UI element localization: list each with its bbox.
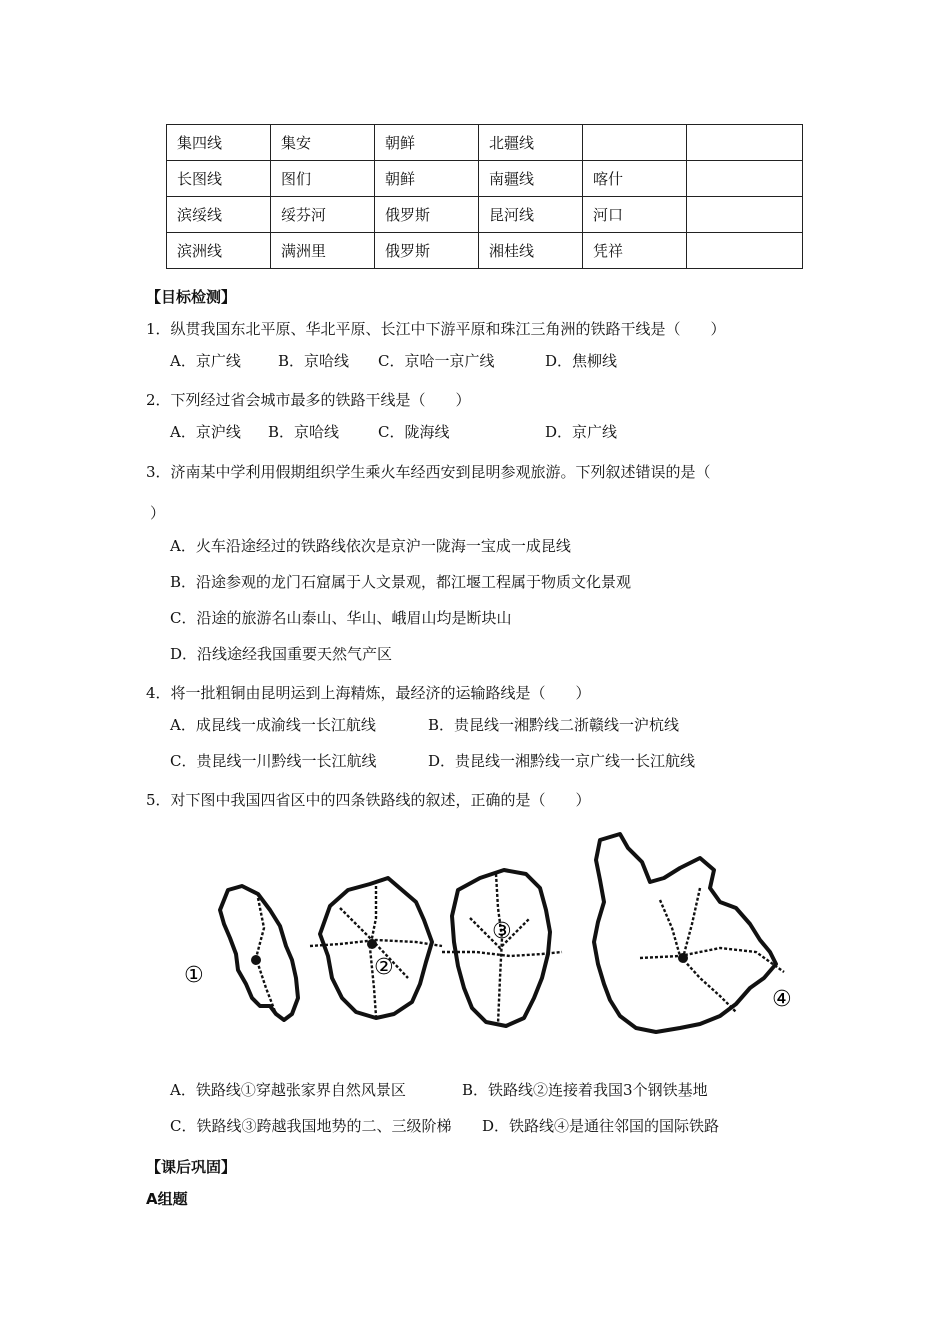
question-5-option-c: C．铁路线③跨越我国地势的二、三级阶梯 [170, 1117, 452, 1135]
table-cell: 滨绥线 [167, 197, 271, 233]
province-4-map [594, 834, 792, 1032]
question-1-option-a: A．京广线 [170, 352, 241, 370]
question-3-option-d: D．沿线途经我国重要天然气产区 [170, 645, 393, 663]
question-4-option-a: A．成昆线一成渝线一长江航线 [170, 716, 376, 734]
table-cell [583, 125, 687, 161]
question-3-option-a: A．火车沿途经过的铁路线依次是京沪一陇海一宝成一成昆线 [170, 537, 571, 555]
table-cell: 河口 [583, 197, 687, 233]
table-cell: 俄罗斯 [375, 197, 479, 233]
question-4-option-b: B．贵昆线一湘黔线二浙赣线一沪杭线 [428, 716, 680, 734]
province-1-map [184, 886, 298, 1020]
question-3-stem: 3．济南某中学利用假期组织学生乘火车经西安到昆明参观旅游。下列叙述错误的是（ [146, 463, 711, 481]
table-cell: 凭祥 [583, 233, 687, 269]
table-cell: 北疆线 [479, 125, 583, 161]
question-5-option-d: D．铁路线④是通往邻国的国际铁路 [482, 1117, 720, 1135]
question-5-option-b: B．铁路线②连接着我国3个钢铁基地 [462, 1081, 708, 1099]
table-cell: 滨洲线 [167, 233, 271, 269]
question-4-stem: 4．将一批粗铜由昆明运到上海精炼，最经济的运输路线是（ ） [146, 684, 591, 702]
table-cell: 集四线 [167, 125, 271, 161]
table-cell: 湘桂线 [479, 233, 583, 269]
table-cell: 朝鲜 [375, 125, 479, 161]
table-cell: 俄罗斯 [375, 233, 479, 269]
railway-table [166, 124, 803, 269]
province-2-map [310, 878, 442, 1018]
section-heading-after-class: 【课后巩固】 [146, 1158, 237, 1176]
province-3-map [442, 870, 562, 1026]
question-4-option-c: C．贵昆线一川黔线一长江航线 [170, 752, 377, 770]
table-cell: 集安 [271, 125, 375, 161]
table-cell [687, 233, 803, 269]
label-2: ② [374, 955, 394, 980]
table-cell: 昆河线 [479, 197, 583, 233]
table-cell: 喀什 [583, 161, 687, 197]
question-2-option-c: C．陇海线 [378, 423, 450, 441]
label-3: ③ [492, 919, 512, 944]
question-3-option-b: B．沿途参观的龙门石窟属于人文景观，都江堰工程属于物质文化景观 [170, 573, 632, 591]
question-2-option-a: A．京沪线 [170, 423, 241, 441]
question-2-stem: 2．下列经过省会城市最多的铁路干线是（ ） [146, 391, 471, 409]
table-cell [687, 197, 803, 233]
table-row [167, 197, 803, 233]
question-5-option-a: A．铁路线①穿越张家界自然风景区 [170, 1081, 406, 1099]
question-5-stem: 5．对下图中我国四省区中的四条铁路线的叙述，正确的是（ ） [146, 791, 591, 809]
section-heading-target: 【目标检测】 [146, 288, 237, 306]
table-cell: 朝鲜 [375, 161, 479, 197]
question-3-option-c: C．沿途的旅游名山泰山、华山、峨眉山均是断块山 [170, 609, 512, 627]
table-cell: 绥芬河 [271, 197, 375, 233]
question-2-option-d: D．京广线 [545, 423, 618, 441]
table-row [167, 233, 803, 269]
table-cell: 南疆线 [479, 161, 583, 197]
question-4-option-d: D．贵昆线一湘黔线一京广线一长江航线 [428, 752, 696, 770]
table-cell [687, 125, 803, 161]
question-3-stem-continued: ） [150, 504, 166, 522]
label-4: ④ [772, 987, 792, 1012]
table-cell: 图们 [271, 161, 375, 197]
question-2-option-b: B．京哈线 [268, 423, 340, 441]
table-row [167, 125, 803, 161]
question-1-option-b: B．京哈线 [278, 352, 350, 370]
group-a-heading: A组题 [146, 1190, 188, 1208]
table-cell: 满洲里 [271, 233, 375, 269]
label-1: ① [184, 963, 204, 988]
question-1-option-c: C．京哈一京广线 [378, 352, 495, 370]
table-cell [687, 161, 803, 197]
question-1-option-d: D．焦柳线 [545, 352, 618, 370]
table-cell: 长图线 [167, 161, 271, 197]
province-railway-map-figure [180, 828, 800, 1058]
table-row [167, 161, 803, 197]
question-1-stem: 1．纵贯我国东北平原、华北平原、长江中下游平原和珠江三角洲的铁路干线是（ ） [146, 320, 726, 338]
